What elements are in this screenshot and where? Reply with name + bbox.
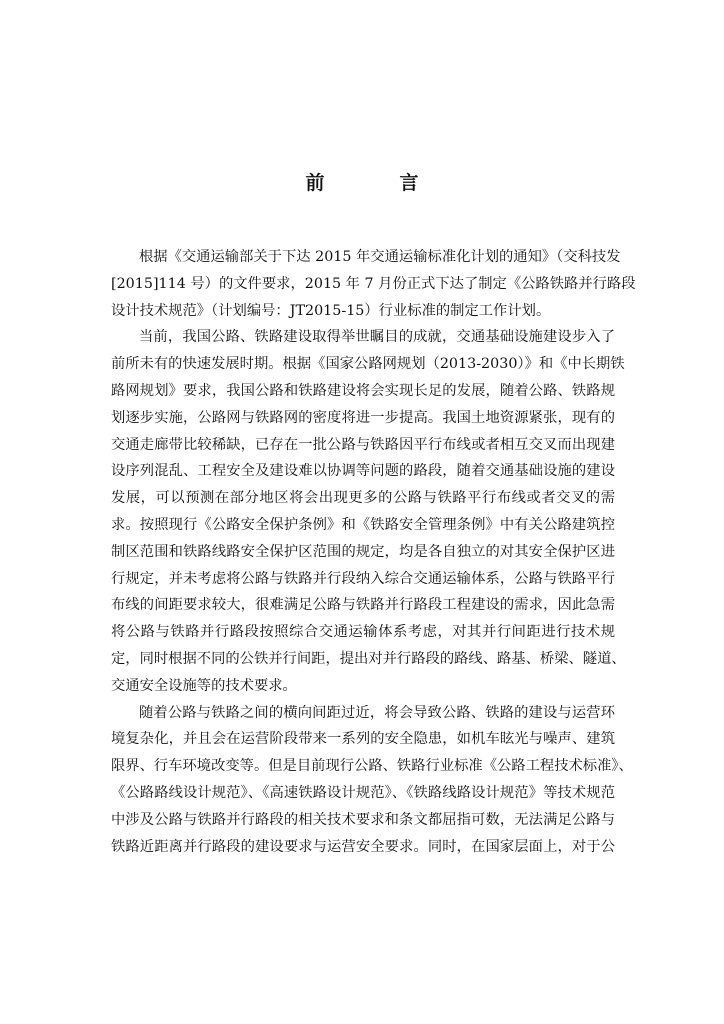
text-line: 境复杂化，并且会在运营阶段带来一系列的安全隐患，如机车眩光与噪声、建筑 <box>111 731 615 748</box>
text-line: 发展，可以预测在部分地区将会出现更多的公路与铁路平行布线或者交叉的需 <box>111 490 615 507</box>
text-line: 根据《交通运输部关于下达 2015 年交通运输标准化计划的通知》（交科技发 <box>139 249 621 265</box>
text-line: 路网规划》要求，我国公路和铁路建设将会实现长足的发展，随着公路、铁路规 <box>111 382 615 399</box>
text-line: 制区范围和铁路线路安全保护区范围的规定，均是各自独立的对其安全保护区进 <box>111 543 615 560</box>
text-line: 将公路与铁路并行路段按照综合交通运输体系考虑，对其并行间距进行技术规 <box>111 624 615 641</box>
text-line: [2015]114 号）的文件要求，2015 年 7 月份正式下达了制定《公路铁路并行路段 <box>111 275 636 292</box>
text-line: 布线的间距要求较大，很难满足公路与铁路并行路段工程建设的需求，因此急需 <box>111 597 615 614</box>
text-line: 中涉及公路与铁路并行路段的相关技术要求和条文都屈指可数，无法满足公路与 <box>111 811 615 828</box>
text-line: 划逐步实施，公路网与铁路网的密度将进一步提高。我国土地资源紧张，现有的 <box>111 409 615 426</box>
page-title: 前 言 <box>305 172 447 194</box>
text-line: 交通安全设施等的技术要求。 <box>111 677 297 694</box>
text-line: 行规定，并未考虑将公路与铁路并行段纳入综合交通运输体系，公路与铁路平行 <box>111 570 615 587</box>
text-line: 求。按照现行《公路安全保护条例》和《铁路安全管理条例》中有关公路建筑控 <box>111 516 615 533</box>
text-line: 铁路近距离并行路段的建设要求与运营安全要求。同时，在国家层面上，对于公 <box>111 838 615 855</box>
text-line: 定，同时根据不同的公铁并行间距，提出对并行路段的路线、路基、桥梁、隧道、 <box>111 650 626 667</box>
text-line: 设计技术规范》（计划编号：JT2015-15）行业标准的制定工作计划。 <box>111 302 551 319</box>
text-line: 设序列混乱、工程安全及建设难以协调等问题的路段，随着交通基础设施的建设 <box>111 463 615 480</box>
text-line: 随着公路与铁路之间的横向间距过近，将会导致公路、铁路的建设与运营环 <box>139 704 615 721</box>
text-line: 前所未有的快速发展时期。根据《国家公路网规划（2013-2030）》和《中长期铁 <box>111 356 625 373</box>
text-line: 《公路路线设计规范》、《高速铁路设计规范》、《铁路线路设计规范》等技术规范 <box>111 784 615 801</box>
body-text <box>111 244 636 860</box>
text-line: 限界、行车环境改变等。但是目前现行公路、铁路行业标准《公路工程技术标准》、 <box>111 758 633 775</box>
text-line: 当前，我国公路、铁路建设取得举世瞩目的成就，交通基础设施建设步入了 <box>139 329 615 346</box>
text-line: 交通走廊带比较稀缺，已存在一批公路与铁路因平行布线或者相互交叉而出现建 <box>111 436 615 453</box>
